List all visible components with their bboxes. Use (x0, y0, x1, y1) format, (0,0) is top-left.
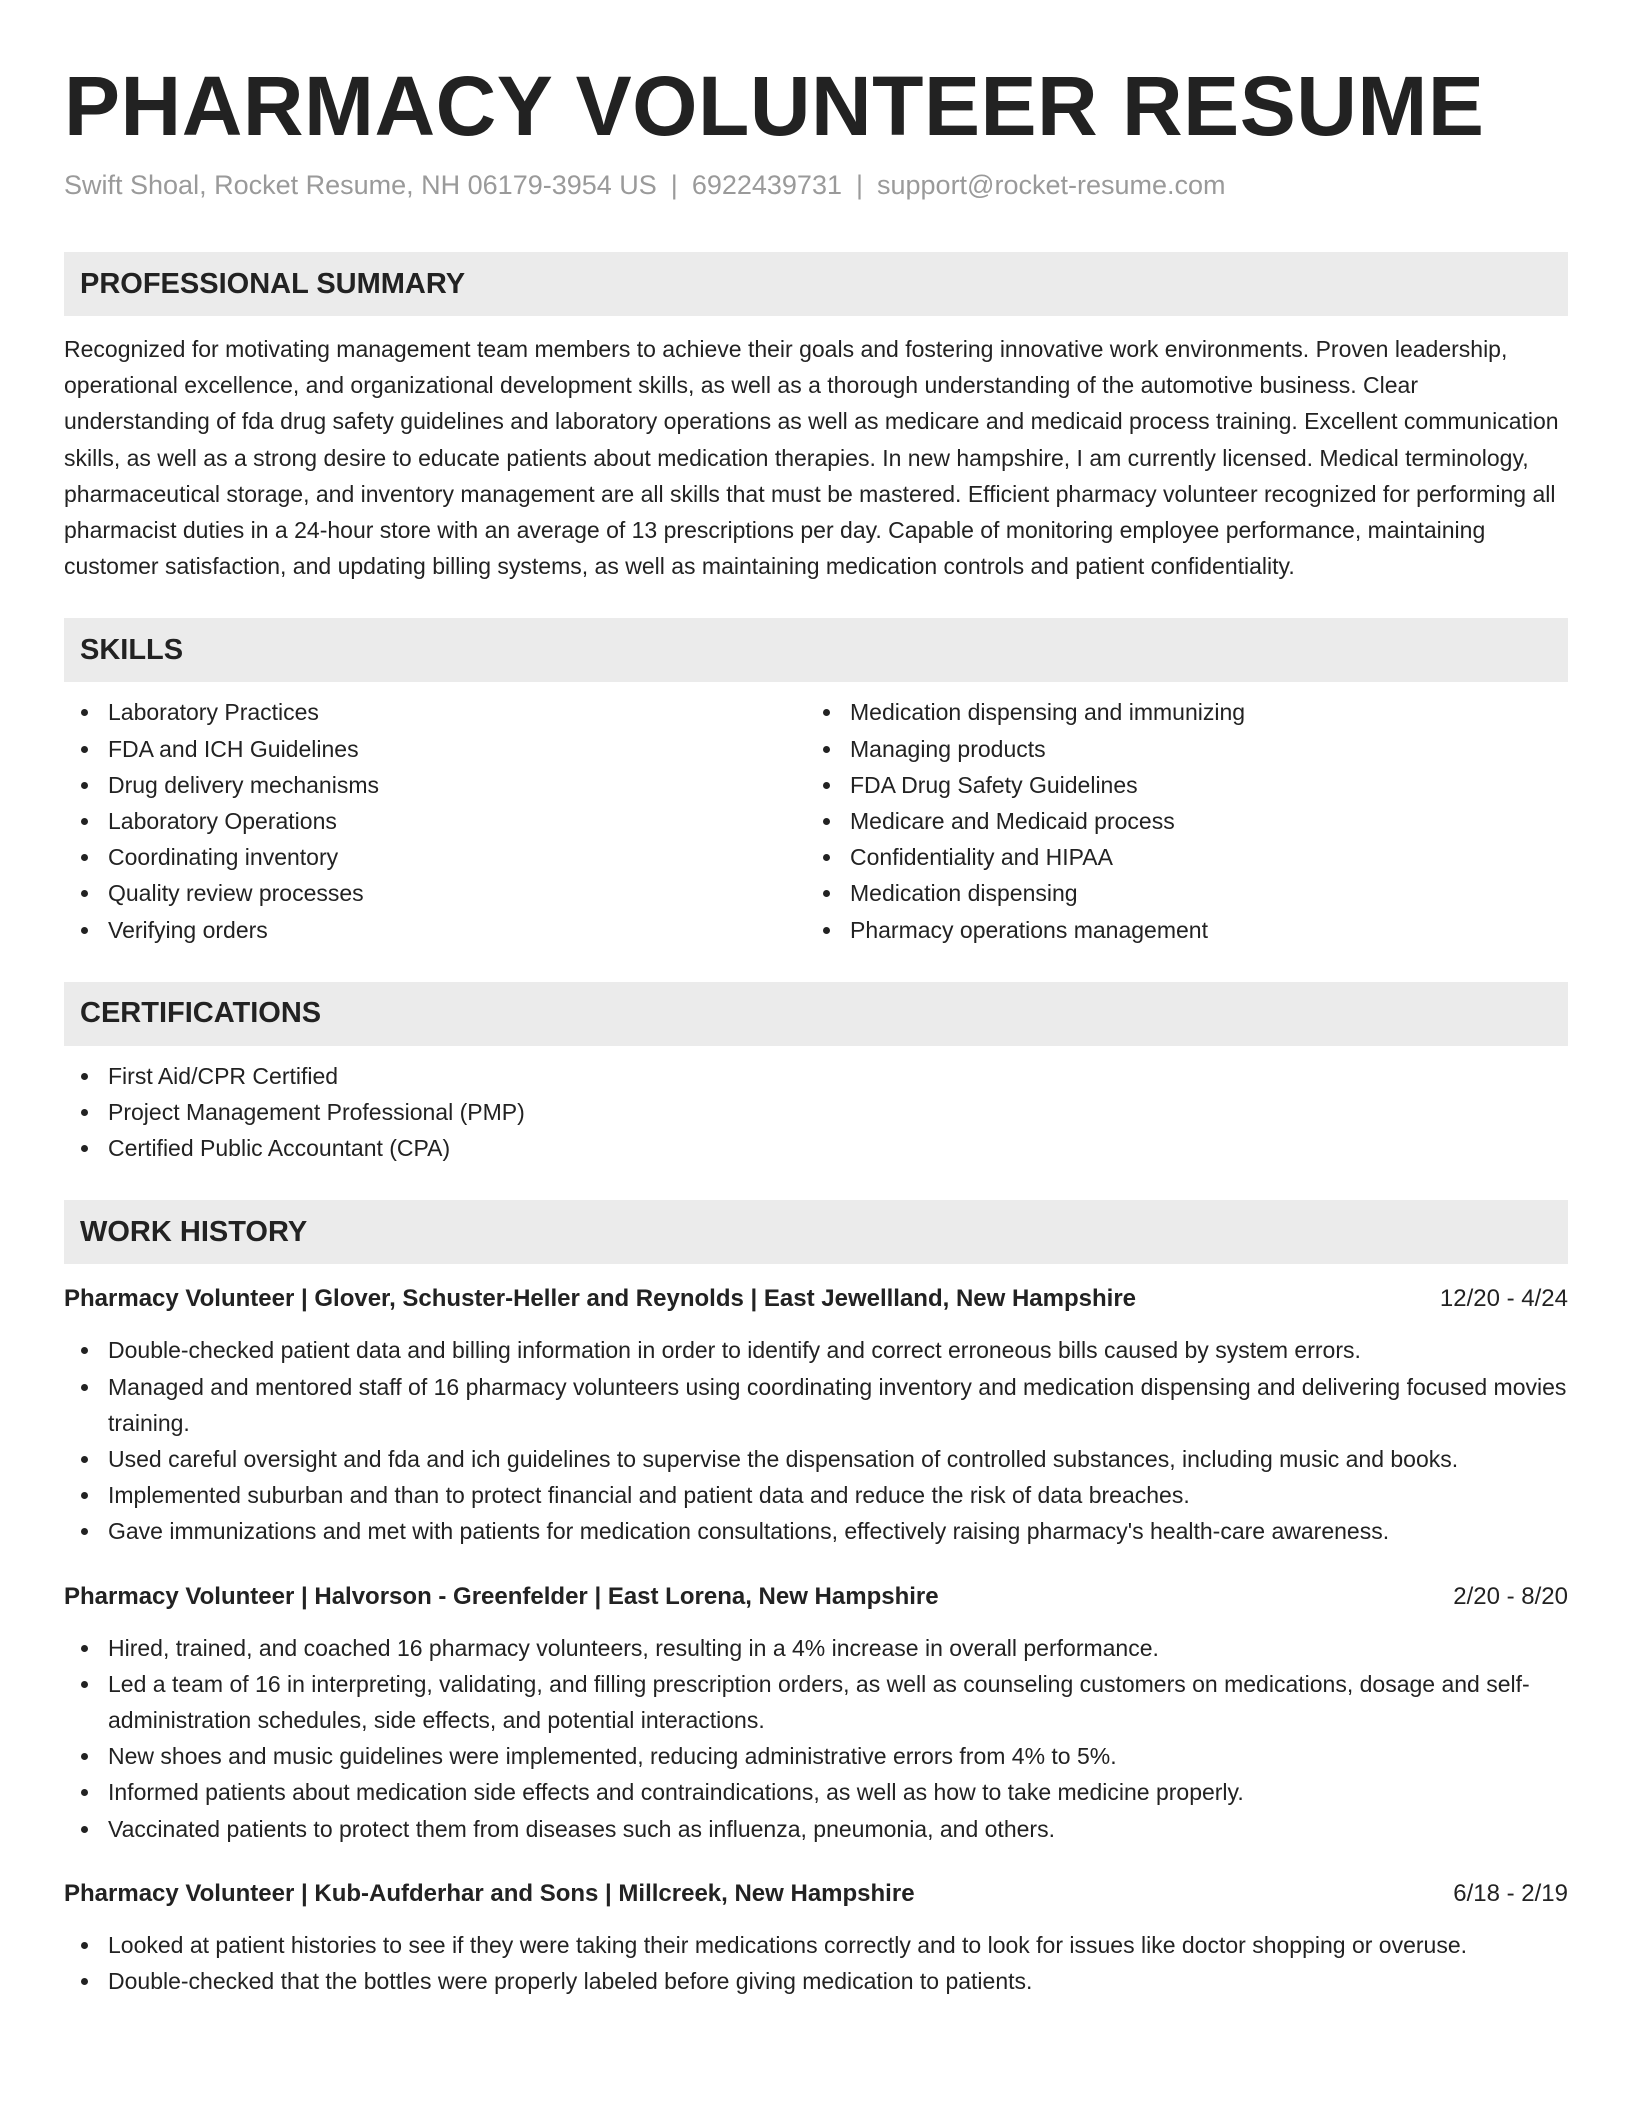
job-bullets (64, 1332, 1568, 1549)
skill-item: Drug delivery mechanisms (108, 767, 806, 803)
summary-text: Recognized for motivating management team members to achieve their goals and fostering innovative work environments. Proven leadership, operational excellence, and organizational development skills, as well as a thorough understanding of the automotive business. Clear understanding of fda drug safety guidelines and laboratory operations as well as medicare and medicaid process training. Excellent communication skills, as well as a strong desire to educate patients about medication therapies. In new hampshire, I am currently licensed. Medical terminology, pharmaceutical storage, and inventory management are all skills that must be mastered. Efficient pharmacy volunteer recognized for performing all pharmacist duties in a 24-hour store with an average of 13 prescriptions per day. Capable of monitoring employee performance, maintaining customer satisfaction, and updating billing systems, as well as maintaining medication controls and patient confidentiality. (64, 336, 1559, 580)
section-header-summary: PROFESSIONAL SUMMARY (64, 252, 1568, 316)
job-bullet: Used careful oversight and fda and ich guidelines to supervise the dispensation of controlled substances, including music and books. (108, 1441, 1568, 1477)
job-dates: 12/20 - 4/24 (1439, 1285, 1568, 1313)
skills-list-left (64, 694, 806, 947)
job-title: Pharmacy Volunteer | Glover, Schuster-Heller and Reynolds | East Jewellland, New Hampshire (64, 1285, 1137, 1313)
resume-page (64, 0, 1568, 1999)
job-entry (64, 1580, 1568, 1847)
job-bullet: New shoes and music guidelines were implemented, reducing administrative errors from 4% to 5%. (108, 1738, 1568, 1774)
job-bullet: Managed and mentored staff of 16 pharmacy volunteers using coordinating inventory and medication dispensing and delivering focused movies training. (108, 1369, 1568, 1441)
job-bullet: Looked at patient histories to see if they were taking their medications correctly and to look for issues like doctor shopping or overuse. (108, 1927, 1568, 1963)
job-bullets (64, 1927, 1568, 1999)
skills-grid (64, 682, 1568, 947)
job-bullets (64, 1630, 1568, 1847)
skill-item: Verifying orders (108, 912, 806, 948)
job-bullet: Double-checked that the bottles were properly labeled before giving medication to patients. (108, 1963, 1568, 1999)
certification-item: Certified Public Accountant (CPA) (108, 1130, 1568, 1166)
contact-separator: | (855, 170, 863, 200)
skill-item: Confidentiality and HIPAA (850, 839, 1548, 875)
job-bullet: Hired, trained, and coached 16 pharmacy volunteers, resulting in a 4% increase in overall performance. (108, 1630, 1568, 1666)
job-header (64, 1580, 1568, 1614)
skills-list-right (806, 694, 1548, 947)
contact-email: support@rocket-resume.com (877, 170, 1226, 200)
job-bullet: Informed patients about medication side effects and contraindications, as well as how to take medicine properly. (108, 1774, 1568, 1810)
job-entry (64, 1877, 1568, 1999)
skill-item: Managing products (850, 731, 1548, 767)
job-entry (64, 1282, 1568, 1549)
section-header-certifications: CERTIFICATIONS (64, 982, 1568, 1046)
job-header (64, 1282, 1568, 1316)
job-bullet: Led a team of 16 in interpreting, validating, and filling prescription orders, as well as counseling customers on medications, dosage and self-administration schedules, side effects, and potential interactions. (108, 1666, 1568, 1738)
skill-item: FDA Drug Safety Guidelines (850, 767, 1548, 803)
contact-phone: 6922439731 (691, 170, 842, 200)
section-header-skills: SKILLS (64, 618, 1568, 682)
job-bullet: Double-checked patient data and billing information in order to identify and correct erroneous bills caused by system errors. (108, 1332, 1568, 1368)
skill-item: Medicare and Medicaid process (850, 803, 1548, 839)
contact-address: Swift Shoal, Rocket Resume, NH 06179-3954 US (64, 170, 657, 200)
skill-item: Laboratory Practices (108, 694, 806, 730)
job-bullet: Implemented suburban and than to protect financial and patient data and reduce the risk of data breaches. (108, 1477, 1568, 1513)
resume-title: PHARMACY VOLUNTEER RESUME (64, 59, 1485, 153)
contact-line (64, 168, 1568, 202)
job-bullet: Gave immunizations and met with patients for medication consultations, effectively raising pharmacy's health-care awareness. (108, 1513, 1568, 1549)
skill-item: Pharmacy operations management (850, 912, 1548, 948)
certification-item: First Aid/CPR Certified (108, 1058, 1568, 1094)
skill-item: Laboratory Operations (108, 803, 806, 839)
job-header (64, 1877, 1568, 1911)
skill-item: Coordinating inventory (108, 839, 806, 875)
certification-item: Project Management Professional (PMP) (108, 1094, 1568, 1130)
section-header-work-history: WORK HISTORY (64, 1200, 1568, 1264)
skill-item: Quality review processes (108, 875, 806, 911)
job-dates: 2/20 - 8/20 (1453, 1582, 1568, 1610)
contact-separator: | (670, 170, 678, 200)
skill-item: Medication dispensing and immunizing (850, 694, 1548, 730)
job-bullet: Vaccinated patients to protect them from diseases such as influenza, pneumonia, and others. (108, 1811, 1568, 1847)
skill-item: FDA and ICH Guidelines (108, 731, 806, 767)
skill-item: Medication dispensing (850, 875, 1548, 911)
job-title: Pharmacy Volunteer | Kub-Aufderhar and Sons | Millcreek, New Hampshire (64, 1879, 915, 1907)
job-dates: 6/18 - 2/19 (1453, 1879, 1568, 1907)
certifications-list (64, 1058, 1568, 1167)
job-title: Pharmacy Volunteer | Halvorson - Greenfelder | East Lorena, New Hampshire (64, 1582, 939, 1610)
